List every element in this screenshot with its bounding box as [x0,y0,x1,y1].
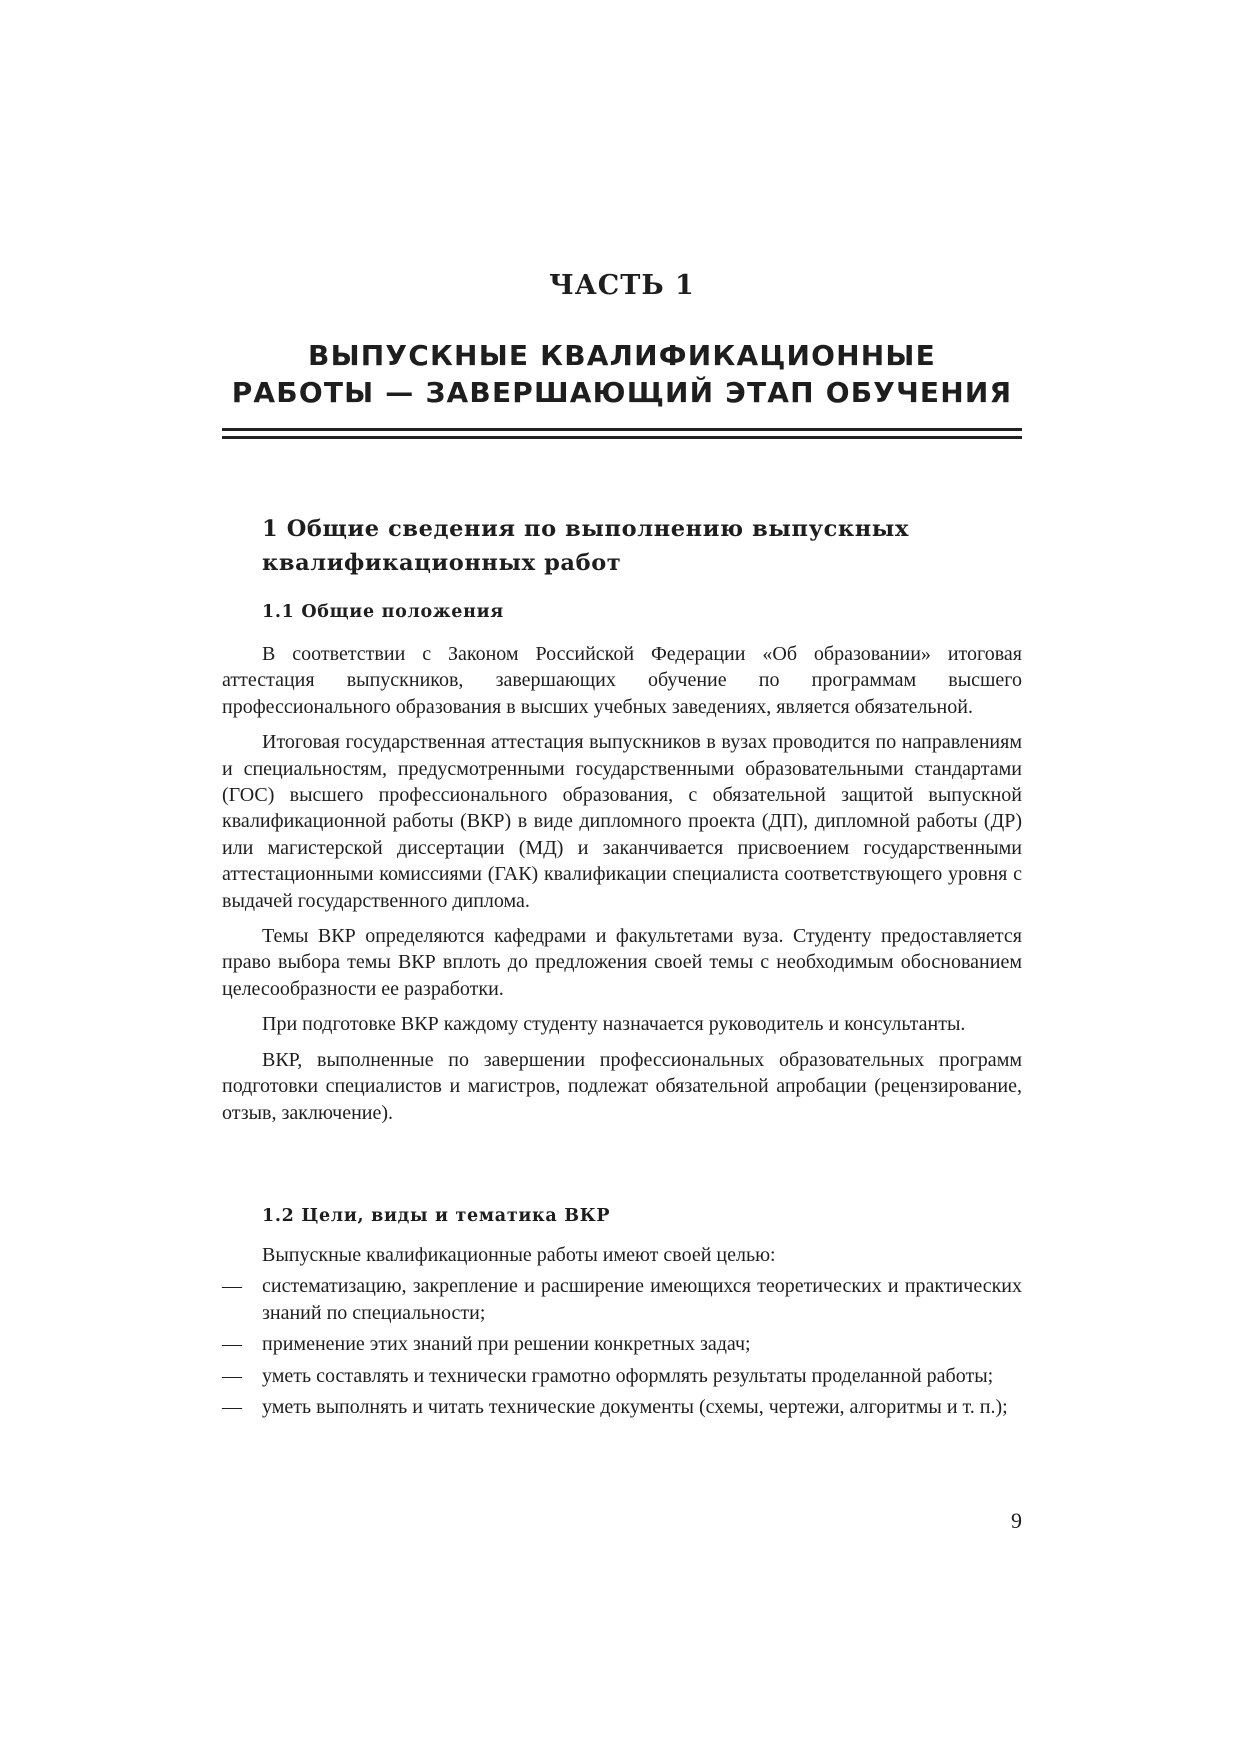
section-heading-1-2: 1.2 Цели, виды и тематика ВКР [262,1206,611,1226]
dash-bullet: — [222,1333,242,1356]
part-title [222,337,1022,411]
section-1-1-body [222,641,1022,1135]
double-rule-bottom [222,436,1022,439]
list-item [222,1394,1022,1420]
dash-bullet: — [222,1364,242,1387]
chapter-title [262,512,982,580]
part-title-line-2: РАБОТЫ — ЗАВЕРШАЮЩИЙ ЭТАП ОБУЧЕНИЯ [231,376,1013,409]
paragraph: ВКР, выполненные по завершении профессиональных образовательных программ подготовки специалистов и магистров, подлежат обязательной апробации (рецензирование, отзыв, заключение). [222,1048,1022,1124]
list-item-text: уметь составлять и технически грамотно оформлять результаты проделанной работы; [262,1364,994,1387]
dash-bullet: — [222,1275,242,1298]
paragraph: В соответствии с Законом Российской Федерации «Об образовании» итоговая аттестация выпускников, завершающих обучение по программам высшего профессионального образования в высших учебных заведениях, является обязательной. [222,643,1022,718]
part-title-line-1: ВЫПУСКНЫЕ КВАЛИФИКАЦИОННЫЕ [308,339,936,372]
list-item-text: систематизацию, закрепление и расширение имеющихся теоретических и практических знаний по специальности; [262,1275,1022,1324]
list-item-text: применение этих знаний при решении конкретных задач; [262,1333,751,1356]
paragraph: Темы ВКР определяются кафедрами и факультетами вуза. Студенту предоставляется право выбора темы ВКР вплоть до предложения своей темы с необходимым обоснованием целесообразности ее разработки. [222,925,1022,1000]
dash-bullet: — [222,1396,242,1419]
list-item-text: уметь выполнять и читать технические документы (схемы, чертежи, алгоритмы и т. п.); [262,1396,1008,1419]
part-label: ЧАСТЬ 1 [549,270,695,301]
section-1-2-body [222,1242,1022,1425]
list-intro: Выпускные квалификационные работы имеют своей целью: [262,1244,776,1266]
chapter-title-line-1: 1 Общие сведения по выполнению выпускных [262,516,909,542]
section-heading-1-1: 1.1 Общие положения [262,602,504,622]
paragraph: Итоговая государственная аттестация выпускников в вузах проводится по направлениям и специальностям, предусмотренными государственными образовательными стандартами (ГОС) высшего профессионального образования, с обязательной защитой выпускной квалификационной работы (ВКР) в виде дипломного проекта (ДП), дипломной работы (ДР) или магистерской диссертации (МД) и заканчивается присвоением государственными аттестационными комиссиями (ГАК) квалификации специалиста соответствующего уровня с выдачей государственного диплома. [222,731,1022,912]
page-number: 9 [1011,1508,1022,1533]
paragraph: При подготовке ВКР каждому студенту назначается руководитель и консультанты. [262,1013,966,1036]
list-item [222,1363,1022,1389]
goals-list [222,1273,1022,1420]
chapter-title-line-2: квалификационных работ [262,550,622,576]
list-item [222,1331,1022,1357]
list-item [222,1273,1022,1326]
double-rule-top [222,428,1022,431]
